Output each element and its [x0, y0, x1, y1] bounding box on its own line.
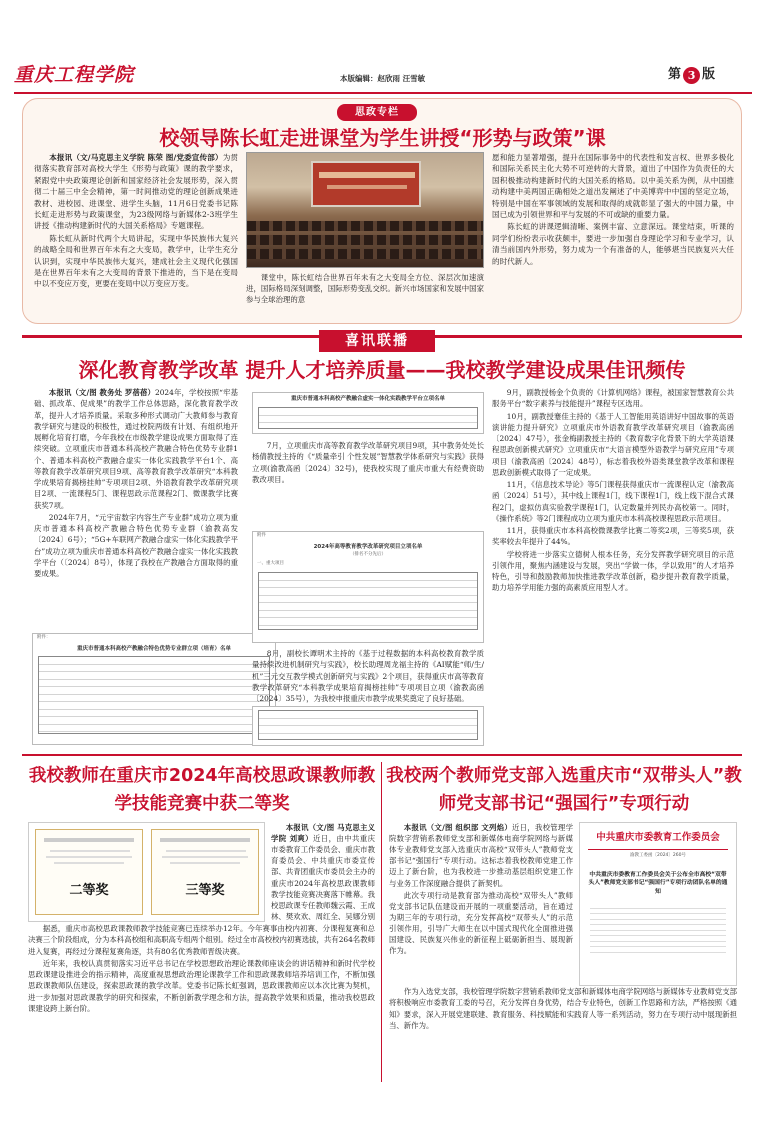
figure-title: 重庆市普通本科高校产教融合特色优势专业群立项（培育）名单 — [76, 645, 231, 652]
article1-byline: 本报讯（文/马克思主义学院 陈荣 图/党委宣传部） — [49, 153, 223, 162]
article1-caption-text: 课堂中，陈长虹结合世界百年未有之大变局全方位、深层次加速演进，国际格局深刻调整，国际形势变乱交织。新兴市场国家和发展中国家参与全球治理的意 — [246, 273, 484, 305]
article3-byline: 本报讯（文/图 马克思主义学院 刘爽） — [271, 823, 375, 844]
document-figure-specialty-group — [32, 633, 276, 745]
document-figure-platform — [252, 392, 484, 434]
article1-right-para1: 愿和能力显著增强，提升在国际事务中的代表性和发言权、世界多极化和国际关系民主化大势不可逆转的大背景，道出了中国作为负责任的大国积极推动构建新时代的大国关系的格局。以中美关系为例，从中国推动构建中美两国正确相处之道出发阐述了中美博弈中中国的坚定立场，特别是中国在军事领域的发展和取得的成就彰显了强大的中国力量，中国已成为引领世界和平与发展的不可或缺的重要力量。 — [492, 153, 734, 219]
page-prefix: 第 — [668, 67, 682, 82]
notice-rule — [588, 849, 728, 850]
article3-para3: 近年来，我校认真贯彻落实习近平总书记在学校思想政治理论课教师座谈会的讲话精神和新时代学校思政课建设推进会的指示精神，高度重视思想政治理论课教学工作和思政课教师培养培训工作，不断加强思政课教师队伍建设，探索思政课的教学改革。党委书记陈长虹强调，思政课教师应以本次比赛为契机，进一步加强对思政课教学的研究和探索，不断创新教学理念和方法，提高教学效果和质量，推动我校思政课建设跨上新台阶。 — [28, 958, 375, 1013]
article3-para2: 据悉，重庆市高校思政课教师教学技能竞赛已连续举办12年。今年赛事由校内初赛、分课程复赛和总决赛三个阶段组成，分为本科高校组和高职高专组两个组别。经过全市高校校内初赛选拔，共有264名教师进入复赛，再经过分课程复赛角逐，共有80名优秀教师晋级决赛。 — [28, 924, 375, 956]
certificate-second-prize-label: 二等奖 — [69, 883, 109, 898]
article4-para3: 作为入选党支部，我校管理学院数字营销系教师党支部和新媒体电商学院网络与新媒体专业教师党支部将积极响应市委教育工委的号召，充分发挥自身优势，结合专业特色，创新工作思路和方法，严格按照《通知》要求，深入开展党建联建、教育服务、科技赋能和实践育人等一系列活动，努力在专项行动中展现新担当、新作为。 — [389, 987, 737, 1030]
page-editors: 本版编辑：赵欣雨 汪雪敏 — [340, 74, 426, 83]
notice-number: 渝教工委函〔2024〕260号 — [629, 852, 687, 858]
article1-body-right — [492, 152, 734, 322]
article2-body-left — [34, 387, 238, 631]
article4-byline: 本报讯（文/图 组织部 文列焰） — [403, 823, 512, 832]
certificate-second-prize — [35, 829, 143, 915]
figure-table — [258, 710, 478, 740]
article4-body — [389, 986, 737, 1084]
article3-body — [28, 923, 375, 1083]
article2-body-mid2 — [252, 648, 484, 704]
article3-intro-text: 近日，由中共重庆市委教育工作委员会、重庆市教育委员会、中共重庆市委宣传部、共青团重庆市委员会主办的重庆市2024年高校思政课教师教学技能竞赛决赛落下帷幕。我校思政课专任教师魏云霞、王成林、樊欢欢、周红全、吴娜分别 — [271, 834, 375, 921]
article1-body-left — [34, 152, 238, 302]
article4-title: 我校两个教师党支部入选重庆市“双带头人”教师党支部书记“强国行”专项行动 — [386, 766, 742, 814]
notice-body-lines — [590, 903, 726, 953]
column-tag-good-news: 喜讯联播 — [319, 330, 435, 352]
figure-table — [38, 656, 270, 734]
article1-title: 校领导陈长虹走进课堂为学生讲授“形势与政策”课 — [159, 126, 606, 150]
article2-mid-para2: 8月，副校长谭明术主持的《基于过程数据的本科高校教育教学质量持续改进机制研究与实践》，校长助理周龙福主持的《AI赋能“师/生/机”三元交互教学模式创新研究与实践》2个项目，获得重庆市高等教育教学改革研究“本科教学成果培育揭榜挂帅”专项项目立项（渝教高函〔2024〕35号），为我校申报重庆市教学成果奖奠定了良好基础。 — [252, 649, 484, 703]
article2-body-right — [492, 387, 734, 719]
document-figure-project-table — [252, 706, 484, 746]
figure-section: 一、重大项目 — [257, 561, 284, 566]
article4-para2: 此次专项行动是教育部为推动高校“双带头人”教师党支部书记队伍建设而开展的一项重要活动，旨在通过为期三年的专项行动，充分发挥高校“双带头人”的示范引领作用，引导广大师生在以中国式现代化全面推进强国建设、民族复兴伟业的新征程上砥砺新担当、展现新作为。 — [389, 890, 573, 956]
newspaper-logo: 重庆工程学院 — [14, 64, 135, 86]
article2-left-para2: 2024年7月，“元宇宙数字内容生产专业群”成功立项为重庆市普通本科高校产教融合特色优势专业群（渝教高发〔2024〕6号）；“5G+车联网产教融合虚实一体化实践教学平台”成功立项为重庆市普通本科高校产教融合虚实一体化实践教学平台（〔2024〕8号），体现了我校在产教融合方面取得的重要成果。 — [34, 512, 238, 578]
figure-table — [258, 572, 478, 630]
column-tag-ideology: 思政专栏 — [337, 104, 417, 121]
masthead-rule — [14, 92, 752, 94]
photo-caption — [246, 272, 484, 316]
article2-right-para5: 学校将进一步落实立德树人根本任务，充分发挥教学研究项目的示范引领作用，聚焦内涵建设与发展，突出“学做一体，学以致用”的人才培养特色，引导和鼓励教师加快推进教学改革创新，稳步提升教育教学质量，助力培养学用能力强的高素质应用型人才。 — [492, 549, 734, 593]
article3-intro — [271, 822, 375, 922]
section-divider-bottom — [22, 754, 742, 756]
page-number-badge: 3 — [683, 67, 700, 84]
article2-right-para2: 10月，副教授蹇佳主持的《基于人工智能用英语讲好中国故事的英语演讲能力提升研究》立项重庆市外语教育教学改革研究项目（渝教高函〔2024〕47号），张金梅副教授主持的《教育数字化背景下的大学英语课程思政创新模式研究》立项重庆市“大语言模型外语教学与研究应用”专项项目（渝教高函〔2024〕48号），标志着我校外语类课堂教学改革和课程思政创新模式取得了一定成果。 — [492, 411, 734, 477]
document-figure-reform-projects — [252, 531, 484, 643]
figure-label: 附件： — [37, 635, 51, 640]
article2-right-para3: 11月，《信息技术导论》等5门课程获得重庆市一流课程认定（渝教高函〔2024〕51号），其中线上课程1门，线下课程1门，线上线下混合式课程2门，虚拟仿真实验教学课程1门，认定数量并列民办高校第一。同时，《操作系统》等2门课程成功立项为重庆市本科高校课程思政示范项目。 — [492, 480, 734, 523]
article3-title: 我校教师在重庆市2024年高校思政课教师教学技能竞赛中获二等奖 — [28, 766, 376, 814]
article4-intro — [389, 822, 573, 984]
figure-table — [258, 407, 478, 429]
official-notice-document — [579, 822, 737, 986]
projector-screen — [311, 161, 421, 207]
classroom-photo — [246, 152, 484, 268]
article2-right-para4: 11月，获得重庆市本科高校微课教学比赛二等奖2项，三等奖5项，获奖率较去年提升了44%。 — [492, 526, 734, 547]
notice-header: 中共重庆市委教育工作委员会 — [596, 832, 720, 843]
article1-right-para2: 陈长虹的讲课逻辑清晰、案例丰富、立意深远。课堂结束，听课的同学们纷纷表示收获颇丰，要进一步加强自身理论学习和专业学习，认清当前国内外形势，努力成为一个有准备的人，能够堪当民族复兴大任的时代新人。 — [492, 222, 734, 266]
article2-body-mid — [252, 440, 484, 526]
article2-title: 深化教育教学改革 提升人才培养质量——我校教学建设成果佳讯频传 — [78, 358, 686, 382]
article2-mid-para1: 7月，立项重庆市高等教育教学改革研究项目9项，其中教务处处长杨倩教授主持的《“质量牵引 个性发展”智慧教学体系研究与实践》获得立项(渝教高函〔2024〕32号)，使我校实现了重庆市重大有经费资助教改项目。 — [252, 441, 484, 484]
award-certificates-photo — [28, 822, 265, 922]
article1-para1: 为贯彻落实教育部对高校大学生《形势与政策》课的教学要求，紧跟党中央政策理论创新和国家经济社会发展形势，深入贯彻二十届三中全会精神，第一时间推动党的理论创新成果进教材、进校园、进课堂、进学生头脑，11月6日党委书记陈长虹走进形势与政策课堂，为23级网络与新媒体2-3班学生讲授《推动构建新时代的大国关系格局》专题课程。 — [34, 153, 238, 231]
figure-title: 2024年高等教育教学改革研究项目立项名单 — [313, 543, 423, 550]
page-number — [668, 66, 715, 85]
article1-para2: 陈长虹从新时代两个大局讲起，实现中华民族伟大复兴的战略全局和世界百年未有之大变局，教学中，让学生充分认识到，实现中华民族伟大复兴，建成社会主义现代化强国是在世界百年未有之大变局的背景下推进的，当下是在变局中以不变应万变，更要在变局中以万变应万变。 — [34, 233, 238, 289]
figure-title: 重庆市普通本科高校产教融合虚实一体化实践教学平台立项名单 — [290, 396, 445, 402]
figure-label: 附件 — [257, 533, 266, 538]
certificate-third-prize — [151, 829, 259, 915]
article2-left-para1: 2024年，学校按照“牢基础、抓改革、促成果”的教学工作总体思路，深化教育教学改革，提升人才培养质量。采取多种形式调动广大教师参与教育教学研究与建设的积极性，通过校院两级有计划、有组织地开展孵化培育打磨，今年我校在市级教学建设成果方面取得了连续突破。立项重庆市普通本科高校产教融合特色优势专业群1个、普通本科高校产教融合虚实一体化实践教学平台1个、高等教育教学改革研究项目9项、高等教育教学改革研究“本科教学成果培育揭榜挂帅”专项项目2项、外语教育教学改革研究项目2项、一流课程5门、课程思政示范课程2门、微课教学比赛获奖7项。 — [34, 388, 238, 510]
figure-subtitle: （排名不分先后） — [350, 552, 386, 558]
page-suffix: 版 — [702, 67, 716, 82]
certificate-third-prize-label: 三等奖 — [185, 883, 225, 898]
article2-right-para1: 9月，副教授杨金个负责的《计算机网络》课程，被国家智慧教育公共服务平台“数字素养与技能提升”课程专区选用。 — [492, 388, 734, 409]
article4-intro-text: 近日，我校管理学院数字营销系教师党支部和新媒体电商学院网络与新媒体专业教师党支部入选重庆市高校“双带头人”教师党支部书记“强国行”专项行动。这标志着我校教师党建工作迈上了新台阶，也为我校进一步推动基层组织党建工作与业务工作深度融合提供了新契机。 — [389, 823, 573, 888]
notice-title: 中共重庆市委教育工作委员会关于公布全市高校“双带头人”教师党支部书记“强国行”专项行动团队名单的通知 — [588, 872, 728, 895]
article2-byline: 本报讯（文/图 教务处 罗蓓蓓） — [48, 388, 155, 397]
